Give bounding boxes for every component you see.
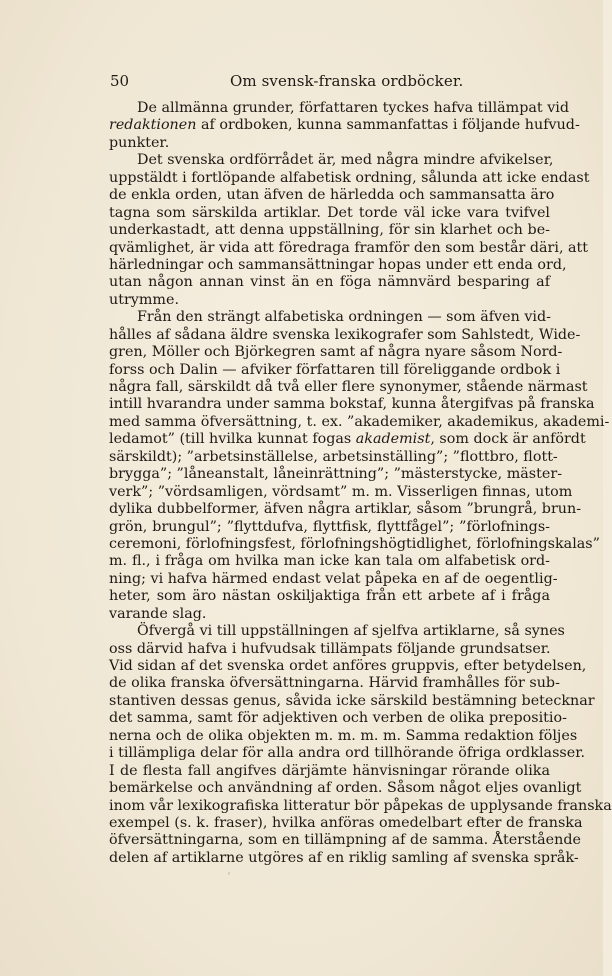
text-line: stantiven dessas genus, såvida icke särskild bestämning betecknar [109, 692, 595, 709]
text-line: delen af artiklarne utgöres af en riklig samling af svenska språk- [109, 849, 579, 866]
text-line: utrymme. [109, 291, 179, 308]
text-line: de enkla orden, utan äfven de härledda och sammansatta äro [109, 187, 555, 204]
text-line: särskildt); ”arbetsinställelse, arbetsinställing”; ”flottbro, flott- [109, 448, 558, 465]
text-line: några fall, särskildt då två eller flere synonymer, stående närmast [109, 379, 588, 395]
text-line: varande slag. [109, 605, 207, 622]
text-line: Öfvergå vi till uppställningen af sjelfva artiklarne, så synes [137, 623, 565, 640]
text-line: exempel (s. k. fraser), hvilka anföras omedelbart efter de franska [109, 814, 583, 831]
text-line: brygga”; ”låneanstalt, låneinrättning”; ”mästerstycke, mäster- [109, 466, 563, 483]
text-line: ledamot” (till hvilka kunnat fogas akademist, som dock är anfördt [109, 431, 586, 448]
text-line: dylika dubbelformer, äfven några artiklar, såsom ”brungrå, brun- [109, 501, 582, 518]
body-text [109, 100, 612, 867]
italic-term: akademist [355, 431, 431, 448]
text-line: intill hvarandra under samma bokstaf, kunna återgifvas på franska [109, 396, 595, 413]
text-line: gren, Möller och Björkegren samt af några nyare såsom Nord- [109, 344, 563, 361]
text-line: ning; vi hafva härmed endast velat påpeka en af de oegentlig- [109, 570, 558, 587]
text-line: grön, brungul”; ”flyttdufva, flyttfisk, flyttfågel”; ”förlofnings- [109, 518, 550, 535]
text-line: det samma, samt för adjektiven och verben de olika prepositio- [109, 710, 567, 727]
page-header [110, 72, 550, 94]
text-line: heter, som äro nästan oskiljaktiga från ett arbete af i fråga [109, 588, 550, 605]
text-line: i tillämpliga delar för alla andra ord tillhörande öfriga ordklasser. [109, 745, 586, 762]
text-line: oss därvid hafva i hufvudsak tillämpats följande grundsatser. [109, 640, 551, 657]
running-title: Om svensk-franska ordböcker. [230, 72, 464, 90]
text-line: De allmänna grunder, författaren tyckes hafva tillämpat vid [137, 100, 569, 116]
text-line: de olika franska öfversättningarna. Härvid framhålles för sub- [109, 675, 560, 692]
text-line: underkastadt, att denna uppställning, för sin klarhet och be- [109, 222, 550, 239]
text-line: hålles af sådana äldre svenska lexikografer som Sahlstedt, Wide- [109, 326, 581, 343]
text-line: qvämlighet, är vida att föredraga framför den som består däri, att [109, 239, 589, 256]
text-line: tagna som särskilda artiklar. Det torde väl icke vara tvifvel [109, 204, 550, 221]
text-line: utan någon annan vinst än en föga nämnvärd besparing af [109, 274, 550, 291]
text-line: nerna och de olika objekten m. m. m. m. Samma redaktion följes [109, 727, 578, 744]
text-line: med samma öfversättning, t. ex. ”akademiker, akademikus, akademi- [109, 413, 610, 430]
text-line: redaktionen af ordboken, kunna sammanfattas i följande hufvud- [109, 117, 580, 134]
text-line: uppstäldt i fortlöpande alfabetisk ordning, sålunda att icke endast [109, 169, 590, 186]
text-line: I de flesta fall angifves därjämte hänvisningar rörande olika [109, 762, 550, 779]
italic-term: redaktionen [109, 117, 197, 134]
text-line: öfversättningarna, som en tillämpning af de samma. Återstående [109, 832, 581, 849]
text-line: m. fl., i fråga om hvilka man icke kan tala om alfabetisk ord- [109, 553, 550, 570]
page-number: 50 [110, 72, 130, 90]
text-line: Från den strängt alfabetiska ordningen — som äfven vid- [137, 309, 551, 326]
text-line: forss och Dalin — afviker författaren till föreliggande ordbok i [109, 361, 561, 378]
text-line: inom vår lexikografiska litteratur bör påpekas de upplysande franska [109, 797, 612, 814]
text-line: bemärkelse och användning af orden. Såsom något eljes ovanligt [109, 780, 582, 797]
text-line: Det svenska ordförrådet är, med några mindre afvikelser, [137, 152, 554, 169]
ink-mark: ʻ [227, 870, 231, 883]
text-line: verk”; ”vördsamligen, vördsamt” m. m. Visserligen finnas, utom [109, 483, 573, 500]
text-line: ceremoni, förlofningsfest, förlofningshögtidlighet, förlofningskalas” [109, 535, 600, 552]
text-line: Vid sidan af det svenska ordet anföres gruppvis, efter betydelsen, [109, 658, 587, 674]
text-line: punkter. [109, 134, 170, 151]
text-line: härledningar och sammansättningar hopas under ett enda ord, [109, 256, 567, 273]
